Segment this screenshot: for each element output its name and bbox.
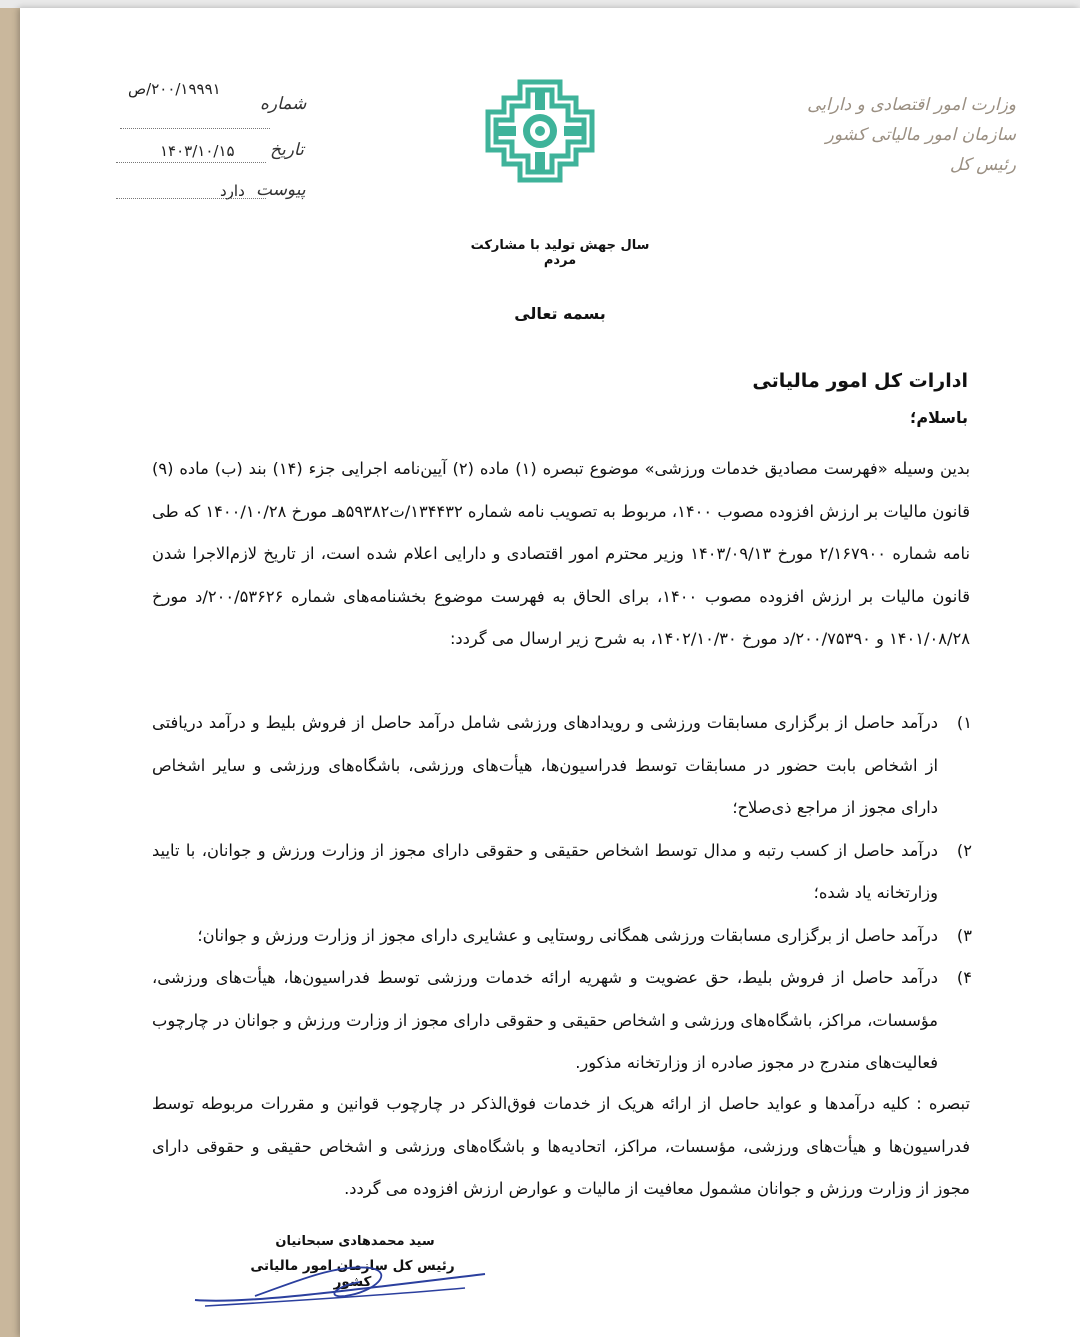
- intro-paragraph: [152, 448, 970, 661]
- item-text: درآمد حاصل از فروش بلیط، حق عضویت و شهریه ارائه خدمات ورزشی توسط فدراسیون‌ها، هیأت‌های ورزشی، مؤسسات، مراکز، باشگاه‌های ورزشی و اشخاص حقیقی و حقوقی دارای مجوز از وزارت ورزش و جوانان در چارچوب فعالیت‌های مندرج در مجوز صادره از وزارتخانه مذکور.: [152, 968, 938, 1072]
- letter-date-label: تاریخ: [270, 140, 304, 160]
- letter-page: [20, 8, 1080, 1337]
- list-item: [152, 830, 972, 915]
- tax-organization-logo: [480, 76, 600, 186]
- item-text: درآمد حاصل از برگزاری مسابقات ورزشی و رویدادهای ورزشی شامل درآمد حاصل از فروش بلیط و درآمد دریافتی از اشخاص بابت حضور در مسابقات توسط فدراسیون‌ها، هیأت‌های ورزشی، باشگاه‌های ورزشی و سایر اشخاص دارای مجوز از مراجع ذی‌صلاح؛: [152, 713, 938, 817]
- list-item: [152, 957, 972, 1085]
- attachment-dotted-line: [116, 198, 266, 199]
- items-list: [152, 702, 972, 1085]
- date-dotted-line: [116, 162, 266, 163]
- handwritten-signature: [185, 1252, 495, 1322]
- list-item: [152, 702, 972, 830]
- letter-attachment-value: دارد: [220, 182, 245, 200]
- letter-date-value: ۱۴۰۳/۱۰/۱۵: [160, 142, 235, 160]
- top-strip: [0, 0, 1080, 8]
- item-number: ۲): [956, 840, 972, 860]
- ministry-header: [796, 90, 1016, 180]
- item-number: ۱): [956, 713, 972, 732]
- greeting: باسلام؛: [909, 408, 968, 427]
- ministry-line-1: وزارت امور اقتصادی و دارایی: [807, 95, 1016, 115]
- signatory-name: سید محمدهادی سبحانیان: [275, 1234, 435, 1249]
- ministry-line-3: رئیس کل: [949, 155, 1016, 175]
- addressee: ادارات کل امور مالیاتی: [752, 370, 968, 392]
- letter-number-label: شماره: [260, 94, 307, 114]
- letter-number-value: ۲۰۰/۱۹۹۹۱/ص: [128, 80, 221, 98]
- year-slogan: سال جهش تولید با مشارکت مردم: [470, 238, 650, 268]
- signatory-title: رئیس کل سازمان امور مالیاتی کشور: [250, 1258, 455, 1290]
- list-item: [152, 915, 972, 958]
- number-dotted-line: [120, 128, 270, 129]
- letter-attachment-label: پیوست: [256, 180, 306, 200]
- intro-text: بدین وسیله «فهرست مصادیق خدمات ورزشی» موضوع تبصره (۱) ماده (۲) آیین‌نامه اجرایی جزء (۱۴) بند (ب) ماده (۹) قانون مالیات بر ارزش افزوده مصوب ۱۴۰۰، مربوط به تصویب نامه شماره ۱۳۴۴۳۲/ت۵۹۳۸۲هـ مورخ ۱۴۰۰/۱۰/۲۸ که طی نامه شماره ۲/۱۶۷۹۰۰ مورخ ۱۴۰۳/۰۹/۱۳ وزیر محترم امور اقتصادی و دارایی اعلام شده است، از تاریخ لازم‌الاجرا شدن قانون مالیات بر ارزش افزوده مصوب ۱۴۰۰، برای الحاق به فهرست موضوع بخشنامه‌های شماره ۲۰۰/۵۳۶۲۶/د مورخ ۱۴۰۱/۰۸/۲۸ و ۲۰۰/۷۵۳۹۰/د مورخ ۱۴۰۲/۱۰/۳۰، به شرح زیر ارسال می گردد:: [152, 459, 971, 648]
- item-text: درآمد حاصل از کسب رتبه و مدال توسط اشخاص حقیقی و حقوقی دارای مجوز از وزارت ورزش و جوانان، با تایید وزارتخانه یاد شده؛: [152, 840, 938, 902]
- ministry-line-2: سازمان امور مالیاتی کشور: [825, 125, 1016, 145]
- item-number: ۳): [956, 925, 972, 945]
- item-text: درآمد حاصل از برگزاری مسابقات ورزشی همگانی روستایی و عشایری دارای مجوز از وزارت ورزش و جوانان؛: [197, 925, 938, 945]
- note-paragraph: تبصره : کلیه درآمدها و عواید حاصل از ارائه هریک از خدمات فوق‌الذکر در چارچوب قوانین و مقررات مربوطه توسط فدراسیون‌ها و هیأت‌های ورزشی، مؤسسات، مراکز، اتحادیه‌ها و باشگاه‌های ورزشی و اشخاص حقیقی و حقوقی دارای مجوز از وزارت ورزش و جوانان مشمول معافیت از مالیات و عوارض ارزش افزوده می گردد.: [152, 1094, 970, 1198]
- item-number: ۴): [956, 968, 972, 987]
- basmala-heading: بسمه تعالی: [514, 304, 606, 323]
